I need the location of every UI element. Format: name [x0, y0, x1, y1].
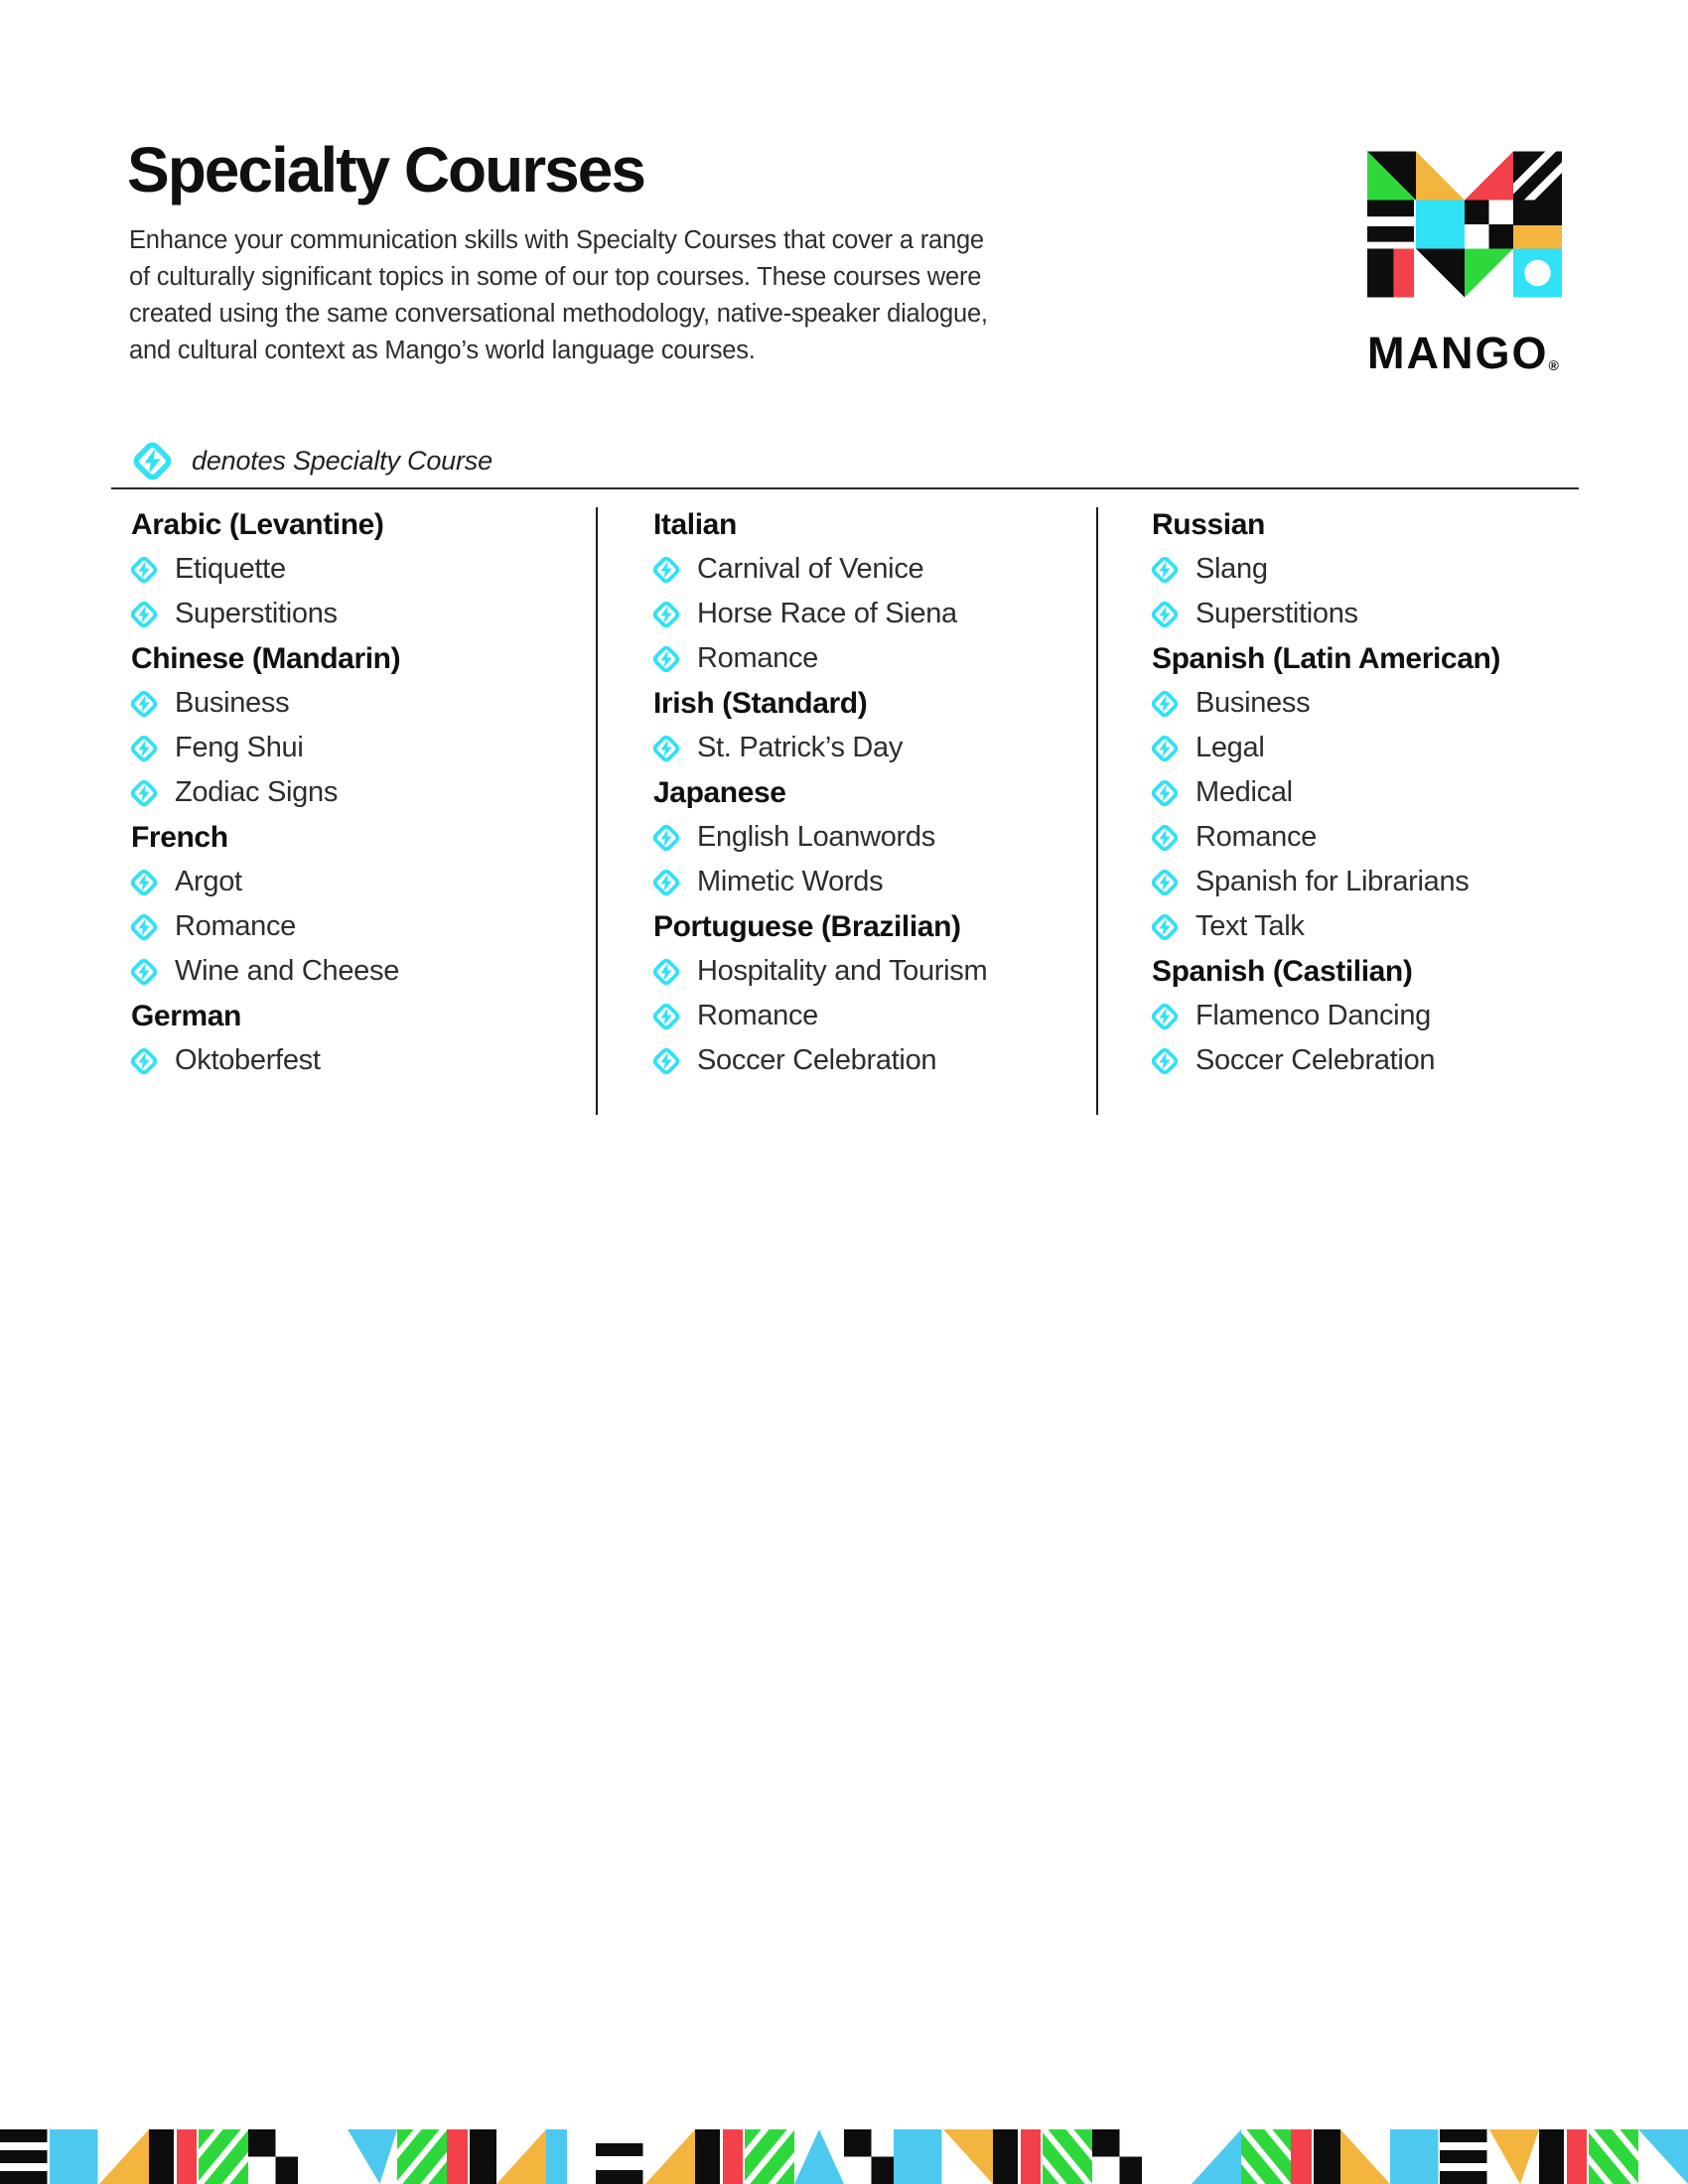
legend-label: denotes Specialty Course — [192, 446, 492, 476]
course-item-label: Text Talk — [1196, 910, 1305, 942]
course-item — [129, 547, 576, 592]
course-item — [651, 547, 1078, 592]
course-item-label: Spanish for Librarians — [1196, 866, 1470, 897]
specialty-course-icon — [651, 1046, 681, 1076]
language-heading: German — [131, 999, 241, 1032]
course-item-label: Carnival of Venice — [697, 553, 924, 585]
specialty-course-icon — [651, 644, 681, 674]
course-item-label: Flamenco Dancing — [1196, 1000, 1431, 1031]
language-heading: Spanish (Latin American) — [1152, 641, 1501, 675]
specialty-course-icon — [1150, 555, 1180, 585]
course-item — [129, 681, 576, 726]
specialty-course-icon — [651, 823, 681, 853]
course-item — [1150, 592, 1587, 636]
course-item — [1150, 770, 1587, 815]
course-item-label: Romance — [697, 642, 819, 674]
course-item — [1150, 1038, 1587, 1083]
specialty-course-icon — [651, 957, 681, 987]
intro-paragraph — [129, 222, 988, 369]
course-item — [1150, 904, 1587, 949]
language-heading: Portuguese (Brazilian) — [653, 909, 961, 943]
specialty-course-icon — [129, 778, 159, 808]
specialty-course-icon — [1150, 912, 1180, 942]
mango-logo-mark — [1367, 151, 1562, 298]
course-item — [129, 1038, 576, 1083]
specialty-course-icon — [129, 912, 159, 942]
course-column-3 — [1150, 502, 1587, 1083]
course-item-label: Superstitions — [1196, 598, 1358, 629]
course-item-label: Soccer Celebration — [1196, 1044, 1436, 1076]
course-item — [1150, 994, 1587, 1038]
course-item-label: Horse Race of Siena — [697, 598, 957, 629]
course-item-label: Hospitality and Tourism — [697, 955, 988, 987]
course-item-label: Wine and Cheese — [175, 955, 400, 987]
page-title: Specialty Courses — [127, 134, 644, 205]
specialty-course-icon — [129, 957, 159, 987]
course-item — [129, 904, 576, 949]
language-heading: Chinese (Mandarin) — [131, 641, 401, 675]
specialty-course-icon — [1150, 689, 1180, 719]
course-item — [651, 860, 1078, 904]
course-item — [651, 1038, 1078, 1083]
course-item — [651, 636, 1078, 681]
course-item-label: Soccer Celebration — [697, 1044, 937, 1076]
language-heading: Arabic (Levantine) — [131, 507, 384, 541]
course-item-label: Etiquette — [175, 553, 286, 585]
course-item — [1150, 726, 1587, 770]
specialty-course-icon — [1150, 1046, 1180, 1076]
course-column-1 — [129, 502, 576, 1083]
specialty-course-icon — [1150, 823, 1180, 853]
specialty-course-icon — [131, 440, 174, 482]
course-item — [651, 815, 1078, 860]
specialty-course-icon — [129, 734, 159, 763]
language-heading: Italian — [653, 507, 737, 541]
specialty-course-icon — [1150, 778, 1180, 808]
course-item — [651, 994, 1078, 1038]
course-item-label: Slang — [1196, 553, 1268, 585]
course-item-label: Oktoberfest — [175, 1044, 321, 1076]
course-item-label: Superstitions — [175, 598, 338, 629]
horizontal-rule — [111, 487, 1579, 489]
language-heading: Irish (Standard) — [653, 686, 868, 720]
course-item — [129, 726, 576, 770]
course-item — [129, 949, 576, 994]
course-item — [1150, 860, 1587, 904]
course-item — [651, 592, 1078, 636]
specialty-course-icon — [651, 734, 681, 763]
intro-line: of culturally significant topics in some of our top courses. These courses were — [129, 263, 982, 291]
course-item-label: Romance — [1196, 821, 1318, 853]
course-item — [1150, 815, 1587, 860]
specialty-course-icon — [129, 689, 159, 719]
specialty-course-icon — [651, 600, 681, 629]
specialty-course-icon — [129, 1046, 159, 1076]
course-item — [651, 949, 1078, 994]
course-item-label: Zodiac Signs — [175, 776, 339, 808]
course-item — [1150, 681, 1587, 726]
course-column-2 — [651, 502, 1078, 1083]
column-divider-2 — [1096, 507, 1098, 1115]
mango-wordmark: MANGO® — [1367, 328, 1559, 378]
intro-line: and cultural context as Mango’s world language courses. — [129, 337, 756, 364]
course-item-label: Medical — [1196, 776, 1293, 808]
specialty-course-icon — [129, 600, 159, 629]
specialty-course-icon — [1150, 734, 1180, 763]
course-item-label: Romance — [697, 1000, 819, 1031]
language-heading: Russian — [1152, 507, 1265, 541]
registered-mark: ® — [1548, 357, 1559, 373]
course-item-label: Business — [1196, 687, 1311, 719]
legend-row — [131, 440, 492, 482]
language-heading: Japanese — [653, 775, 786, 809]
specialty-course-icon — [1150, 868, 1180, 897]
specialty-course-icon — [651, 868, 681, 897]
specialty-course-icon — [1150, 1002, 1180, 1031]
course-item — [1150, 547, 1587, 592]
specialty-course-icon — [129, 868, 159, 897]
course-item — [129, 860, 576, 904]
footer-decorative-pattern — [0, 2129, 1688, 2184]
specialty-course-icon — [1150, 600, 1180, 629]
course-item-label: English Loanwords — [697, 821, 935, 853]
mango-logo — [1367, 151, 1566, 379]
column-divider-1 — [596, 507, 598, 1115]
specialty-course-icon — [651, 555, 681, 585]
course-item — [651, 726, 1078, 770]
language-heading: French — [131, 820, 228, 854]
course-item — [129, 770, 576, 815]
specialty-course-icon — [651, 1002, 681, 1031]
course-item-label: St. Patrick’s Day — [697, 732, 904, 763]
course-item-label: Romance — [175, 910, 297, 942]
course-item-label: Legal — [1196, 732, 1265, 763]
course-item-label: Argot — [175, 866, 242, 897]
course-item-label: Feng Shui — [175, 732, 304, 763]
specialty-course-icon — [129, 555, 159, 585]
course-item-label: Business — [175, 687, 290, 719]
intro-line: created using the same conversational methodology, native-speaker dialogue, — [129, 300, 988, 328]
course-item — [129, 592, 576, 636]
course-item-label: Mimetic Words — [697, 866, 884, 897]
intro-line: Enhance your communication skills with Specialty Courses that cover a range — [129, 226, 984, 254]
language-heading: Spanish (Castilian) — [1152, 954, 1413, 988]
